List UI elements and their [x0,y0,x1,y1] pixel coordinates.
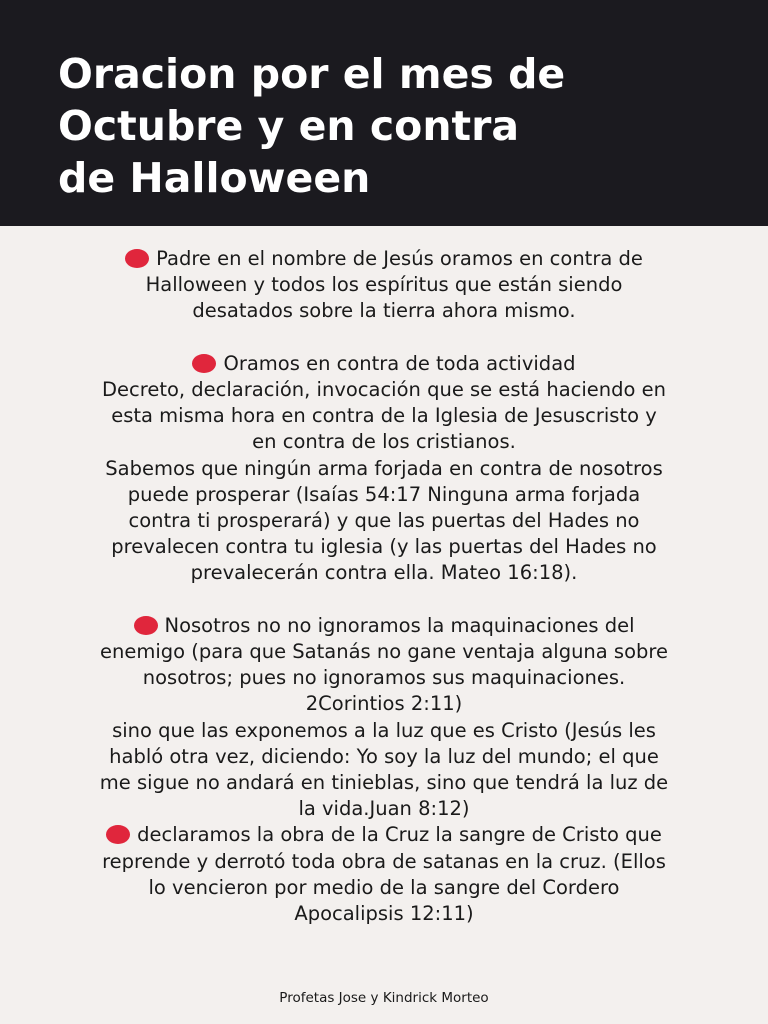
prayer-text [38,246,730,927]
text-line: sino que las exponemos a la luz que es Cristo (Jesús les [112,718,656,742]
text-line: Nosotros no no ignoramos la maquinaciones del [38,613,730,639]
text-line: prevalecen contra tu iglesia (y las puertas del Hades no [111,535,657,559]
text-line: 2Corintios 2:11) [305,692,463,716]
text-line: prevalecerán contra ella. Mateo 16:18). [190,561,578,585]
author-credit: Profetas Jose y Kindrick Morteo [279,990,489,1006]
text-line: reprende y derrotó toda obra de satanas en la cruz. (Ellos [102,849,666,873]
text-line: Apocalipsis 12:11) [294,902,474,926]
red-bullet-icon [134,616,158,635]
text-line: habló otra vez, diciendo: Yo soy la luz del mundo; el que [109,744,659,768]
page-title: Oracion por el mes de Octubre y en contra de Halloween [58,50,566,202]
text-line: en contra de los cristianos. [252,430,516,454]
red-bullet-icon [106,825,130,844]
text-line: me sigue no andará en tinieblas, sino que tendrá la luz de [99,771,669,795]
text-line: Oramos en contra de toda actividad [38,351,730,377]
text-line: Halloween y todos los espíritus que están siendo [145,273,623,297]
text-line: desatados sobre la tierra ahora mismo. [192,299,576,323]
text-line: contra ti prosperará) y que las puertas del Hades no [128,509,640,533]
text-line: la vida.Juan 8:12) [298,797,470,821]
text-line: declaramos la obra de la Cruz la sangre de Cristo que [38,822,730,848]
text-line: lo vencieron por medio de la sangre del Cordero [148,875,620,899]
text-line: nosotros; pues no ignoramos sus maquinaciones. [142,666,626,690]
text-line: enemigo (para que Satanás no gane ventaja alguna sobre [100,640,668,664]
paragraph-gap [38,587,730,613]
paragraph-gap [38,325,730,351]
text-line: Decreto, declaración, invocación que se está haciendo en [102,378,666,401]
text-line: Sabemos que ningún arma forjada en contra de nosotros [105,456,663,480]
text-line: Padre en el nombre de Jesús oramos en contra de [38,246,730,272]
text-line: esta misma hora en contra de la Iglesia de Jesuscristo y [111,404,657,428]
text-line: puede prosperar (Isaías 54:17 Ninguna arma forjada [127,482,641,506]
title-banner [0,0,768,226]
red-bullet-icon [125,249,149,268]
red-bullet-icon [192,354,216,373]
